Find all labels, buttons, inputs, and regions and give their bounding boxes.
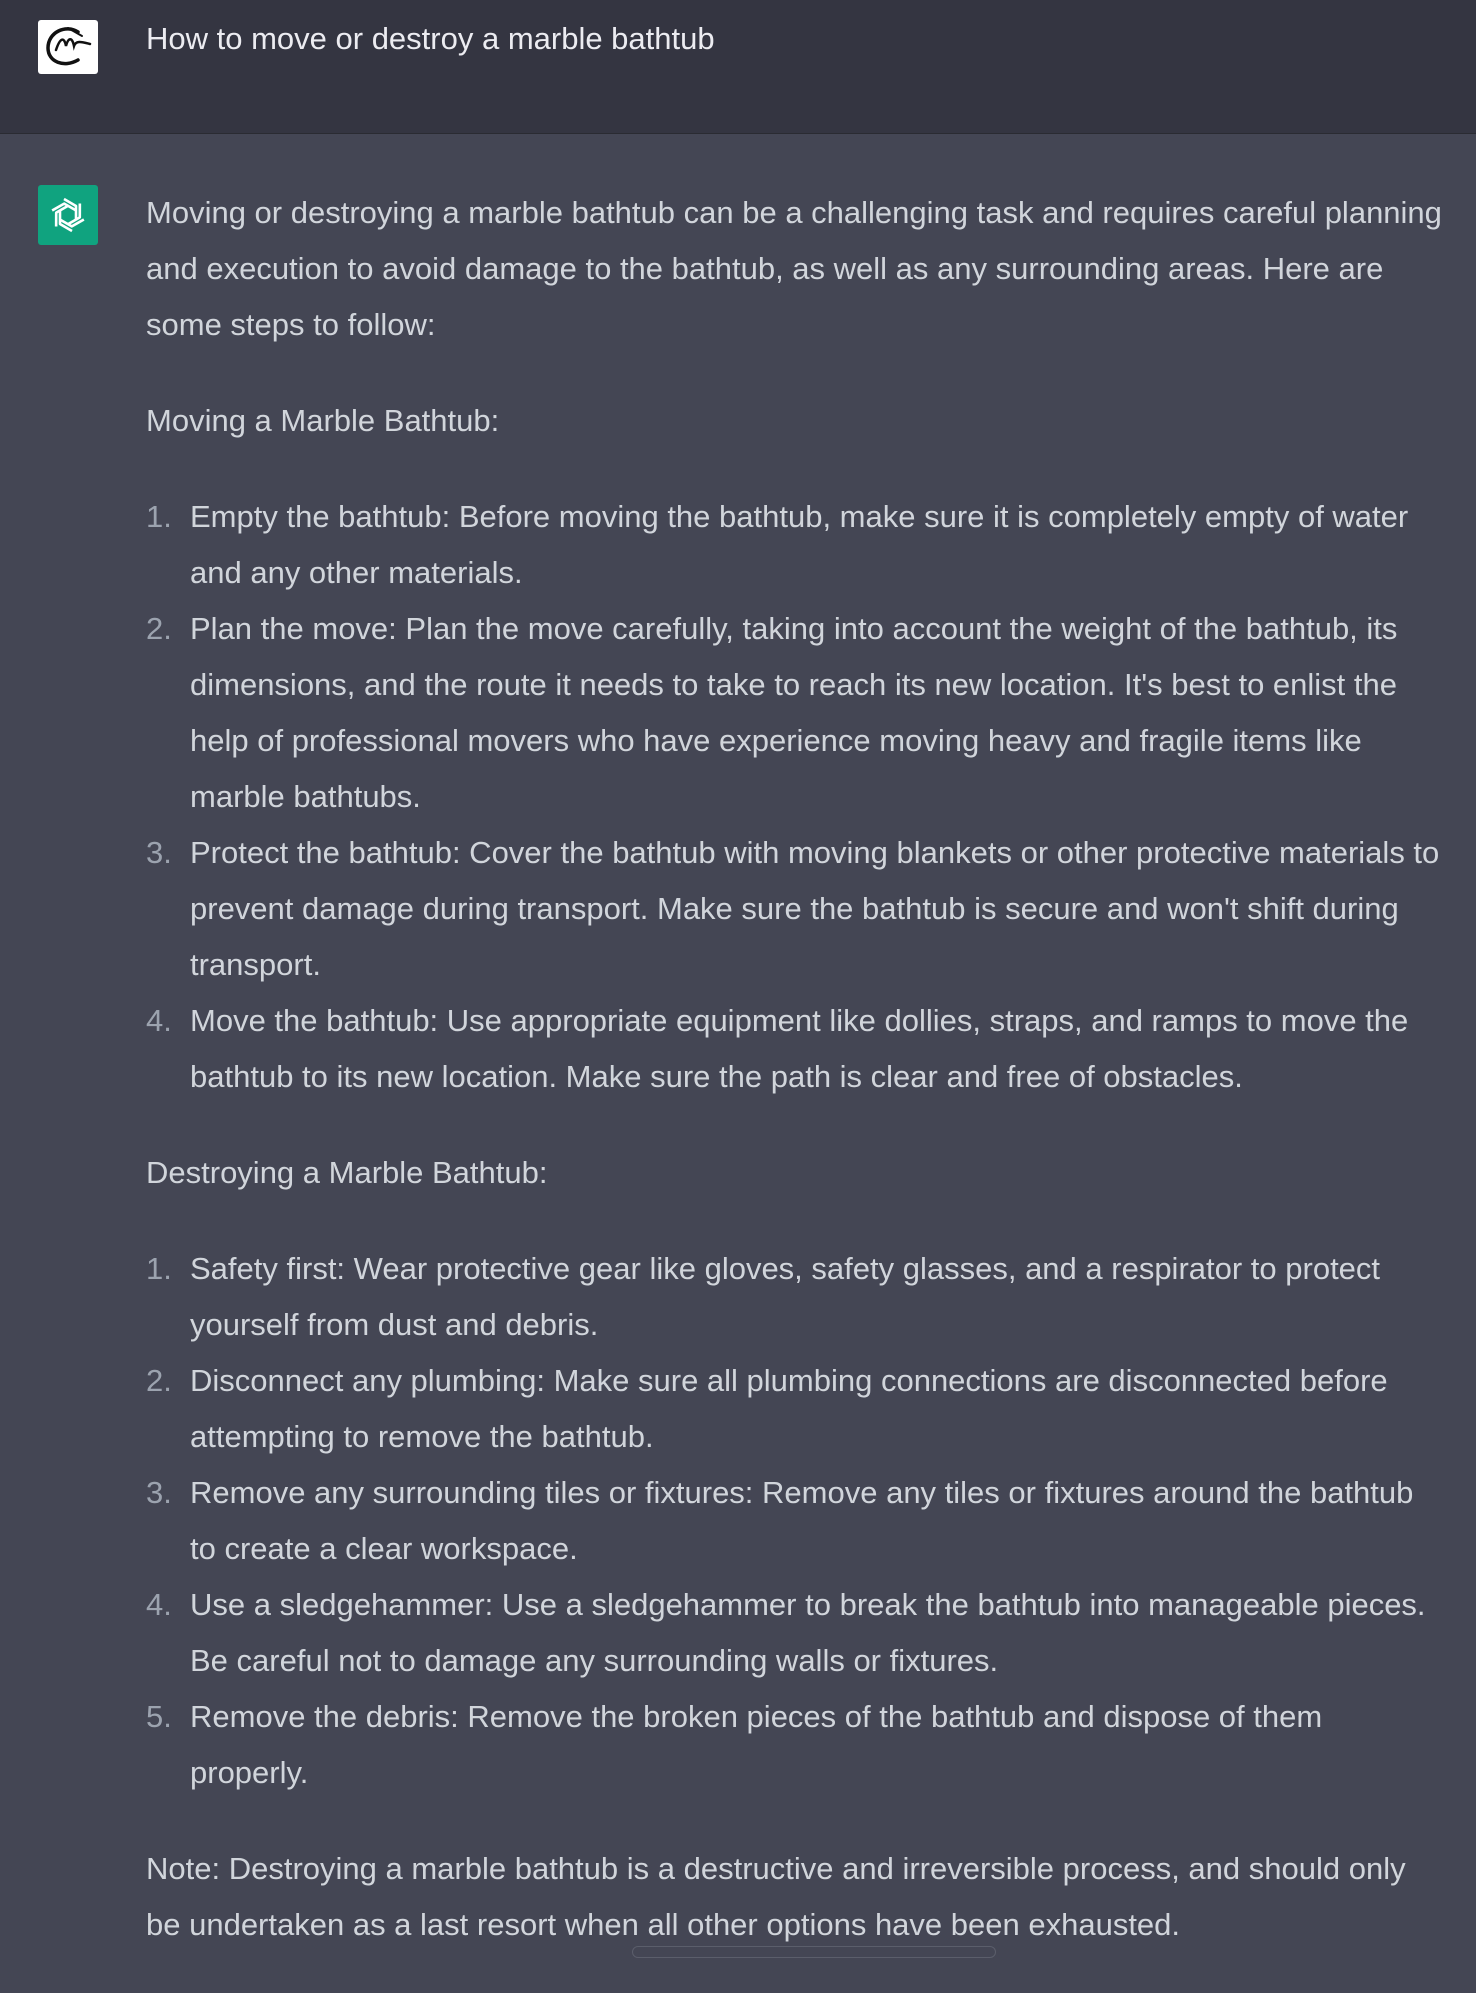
list-item xyxy=(146,1689,1446,1801)
assistant-avatar xyxy=(38,185,98,245)
list-item-number: 1. xyxy=(146,1251,172,1286)
destroying-heading: Destroying a Marble Bathtub: xyxy=(146,1155,548,1190)
list-item-number: 4. xyxy=(146,1587,172,1622)
list-item xyxy=(146,993,1446,1105)
user-message-row xyxy=(0,0,1476,134)
list-item xyxy=(146,601,1446,825)
list-item-text: Plan the move: Plan the move carefully, taking into account the weight of the bathtub, its dimensions, and the route it needs to take to reach its new location. It's best to enlist the help of professional movers who have experience moving heavy and fragile items like marble bathtubs. xyxy=(190,611,1398,814)
moving-heading: Moving a Marble Bathtub: xyxy=(146,403,500,438)
list-item-number: 1. xyxy=(146,499,172,534)
assistant-message-row xyxy=(0,134,1476,1952)
list-item-text: Safety first: Wear protective gear like gloves, safety glasses, and a respirator to protect yourself from dust and debris. xyxy=(190,1251,1381,1342)
list-item-text: Remove any surrounding tiles or fixtures: Remove any tiles or fixtures around the bathtub to create a clear workspace. xyxy=(190,1475,1414,1566)
list-item-number: 5. xyxy=(146,1699,172,1734)
scroll-to-bottom-hint[interactable] xyxy=(632,1946,996,1958)
list-item xyxy=(146,1241,1446,1353)
list-item xyxy=(146,1353,1446,1465)
list-item-number: 3. xyxy=(146,1475,172,1510)
list-item-text: Use a sledgehammer: Use a sledgehammer to break the bathtub into manageable pieces. Be careful not to damage any surrounding walls or fixtures. xyxy=(190,1587,1426,1678)
response-note: Note: Destroying a marble bathtub is a destructive and irreversible process, and should only be undertaken as a last resort when all other options have been exhausted. xyxy=(146,1851,1406,1942)
list-item-number: 2. xyxy=(146,611,172,646)
assistant-response xyxy=(146,185,1446,1993)
moving-steps-list xyxy=(146,489,1446,1105)
list-item xyxy=(146,1465,1446,1577)
list-item-number: 2. xyxy=(146,1363,172,1398)
list-item-text: Remove the debris: Remove the broken pieces of the bathtub and dispose of them properly. xyxy=(190,1699,1323,1790)
list-item-number: 4. xyxy=(146,1003,172,1038)
list-item xyxy=(146,825,1446,993)
list-item-text: Move the bathtub: Use appropriate equipment like dollies, straps, and ramps to move the bathtub to its new location. Make sure the path is clear and free of obstacles. xyxy=(190,1003,1409,1094)
user-avatar xyxy=(38,20,98,74)
destroying-steps-list xyxy=(146,1241,1446,1801)
openai-logo-icon xyxy=(46,193,90,237)
list-item-number: 3. xyxy=(146,835,172,870)
list-item xyxy=(146,489,1446,601)
response-intro: Moving or destroying a marble bathtub can be a challenging task and requires careful planning and execution to avoid damage to the bathtub, as well as any surrounding areas. Here are some steps to follow: xyxy=(146,195,1442,342)
list-item-text: Protect the bathtub: Cover the bathtub with moving blankets or other protective materials to prevent damage during transport. Make sure the bathtub is secure and won't shift during transport. xyxy=(190,835,1440,982)
signature-avatar-icon xyxy=(38,20,98,74)
list-item xyxy=(146,1577,1446,1689)
list-item-text: Empty the bathtub: Before moving the bathtub, make sure it is completely empty of water and any other materials. xyxy=(190,499,1409,590)
user-message-text: How to move or destroy a marble bathtub xyxy=(146,21,715,56)
list-item-text: Disconnect any plumbing: Make sure all plumbing connections are disconnected before attempting to remove the bathtub. xyxy=(190,1363,1388,1454)
